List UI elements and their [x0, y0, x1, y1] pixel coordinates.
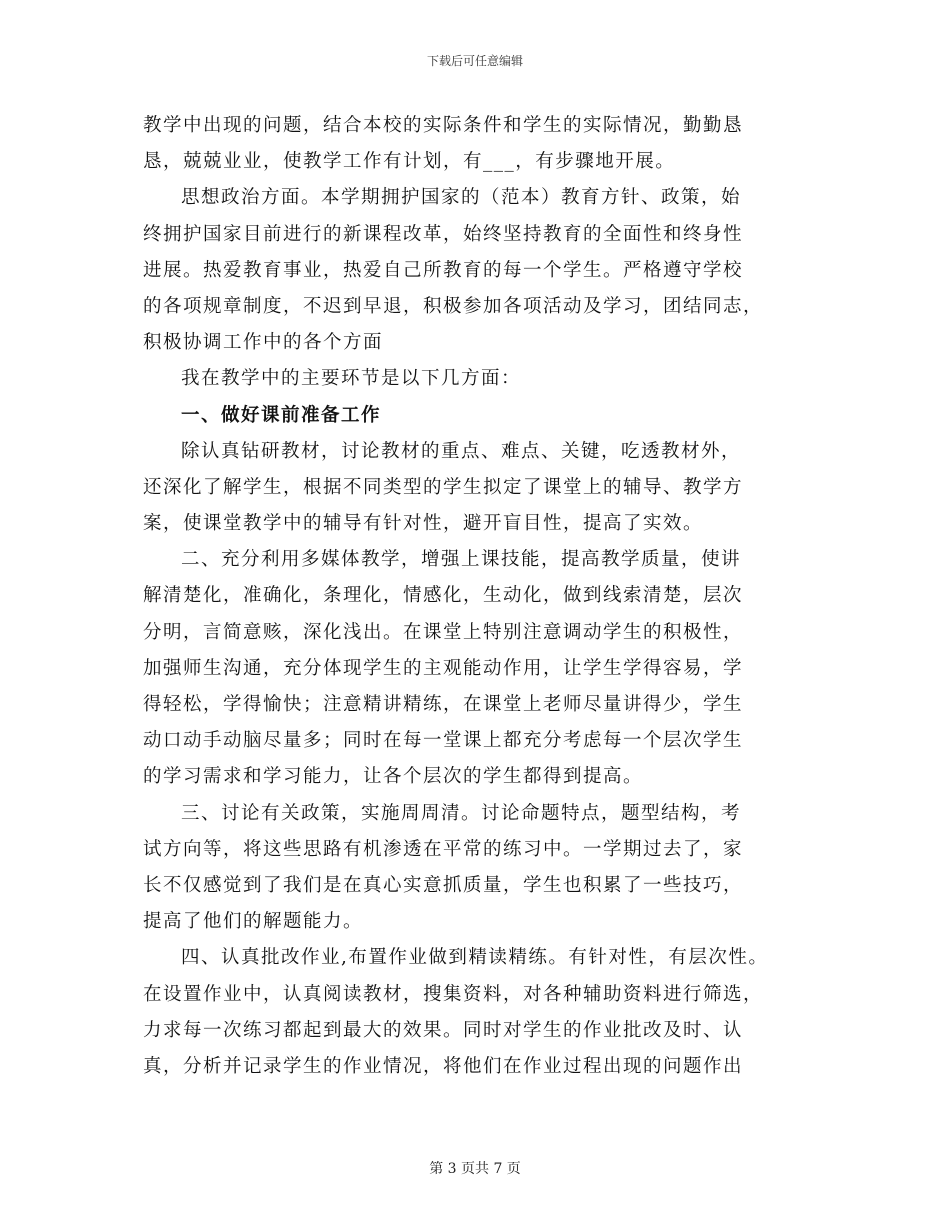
text-line: 案，使课堂教学中的辅导有针对性，避开盲目性，提高了实效。: [143, 513, 704, 535]
text-line: 恳，兢兢业业，使教学工作有计划，有___，有步骤地开展。: [143, 151, 676, 173]
text-line: 提高了他们的解题能力。: [143, 911, 364, 933]
text-line: 力求每一次练习都起到最大的效果。同时对学生的作业批改及时、认: [143, 1019, 744, 1041]
section-heading: 一、做好课前准备工作: [181, 404, 382, 426]
text-line: 还深化了解学生，根据不同类型的学生拟定了课堂上的辅导、教学方: [143, 476, 744, 498]
document-body: [143, 108, 808, 1085]
text-line: 动口动手动脑尽量多；同时在每一堂课上都充分考虑每一个层次学生: [143, 730, 744, 752]
text-line: 加强师生沟通，充分体现学生的主观能动作用，让学生学得容易，学: [143, 657, 744, 679]
page-number: 第 3 页共 7 页: [429, 1161, 521, 1177]
text-line: 积极协调工作中的各个方面: [143, 332, 384, 354]
text-line: 得轻松，学得愉快；注意精讲精练，在课堂上老师尽量讲得少，学生: [143, 694, 744, 715]
paragraph-start: 除认真钻研教材，讨论教材的重点、难点、关键，吃透教材外，: [181, 440, 742, 462]
paragraph-start: 二、充分利用多媒体教学，增强上课技能，提高教学质量，使讲: [181, 549, 742, 571]
text-line: 在设置作业中，认真阅读教材，搜集资料，对各种辅助资料进行筛选，: [143, 983, 764, 1005]
paragraph-start: 四、认真批改作业,布置作业做到精读精练。有针对性，有层次性。: [181, 947, 769, 969]
text-line: 分明，言简意赅，深化浅出。在课堂上特别注意调动学生的积极性，: [143, 621, 744, 643]
paragraph-start: 三、讨论有关政策，实施周周清。讨论命题特点，题型结构，考: [181, 802, 742, 824]
text-line: 真，分析并记录学生的作业情况，将他们在作业过程出现的问题作出: [143, 1055, 744, 1077]
text-line: 试方向等，将这些思路有机渗透在平常的练习中。一学期过去了，家: [143, 838, 744, 860]
paragraph-start: 思想政治方面。本学期拥护国家的（范本）教育方针、政策，始: [181, 187, 742, 209]
text-line: 教学中出现的问题，结合本校的实际条件和学生的实际情况，勤勤恳: [143, 115, 744, 136]
text-line: 的各项规章制度，不迟到早退，积极参加各项活动及学习，团结同志，: [143, 295, 764, 317]
text-line: 长不仅感觉到了我们是在真心实意抓质量，学生也积累了一些技巧，: [143, 874, 744, 896]
text-line: 终拥护国家目前进行的新课程改革，始终坚持教育的全面性和终身性: [143, 223, 744, 245]
text-line: 进展。热爱教育事业，热爱自己所教育的每一个学生。严格遵守学校: [143, 259, 744, 281]
text-line: 的学习需求和学习能力，让各个层次的学生都得到提高。: [143, 766, 644, 788]
header-note: 下载后可任意编辑: [426, 54, 523, 68]
paragraph-start: 我在教学中的主要环节是以下几方面：: [181, 368, 522, 390]
text-line: 解清楚化，准确化，条理化，情感化，生动化，做到线索清楚，层次: [143, 585, 744, 607]
